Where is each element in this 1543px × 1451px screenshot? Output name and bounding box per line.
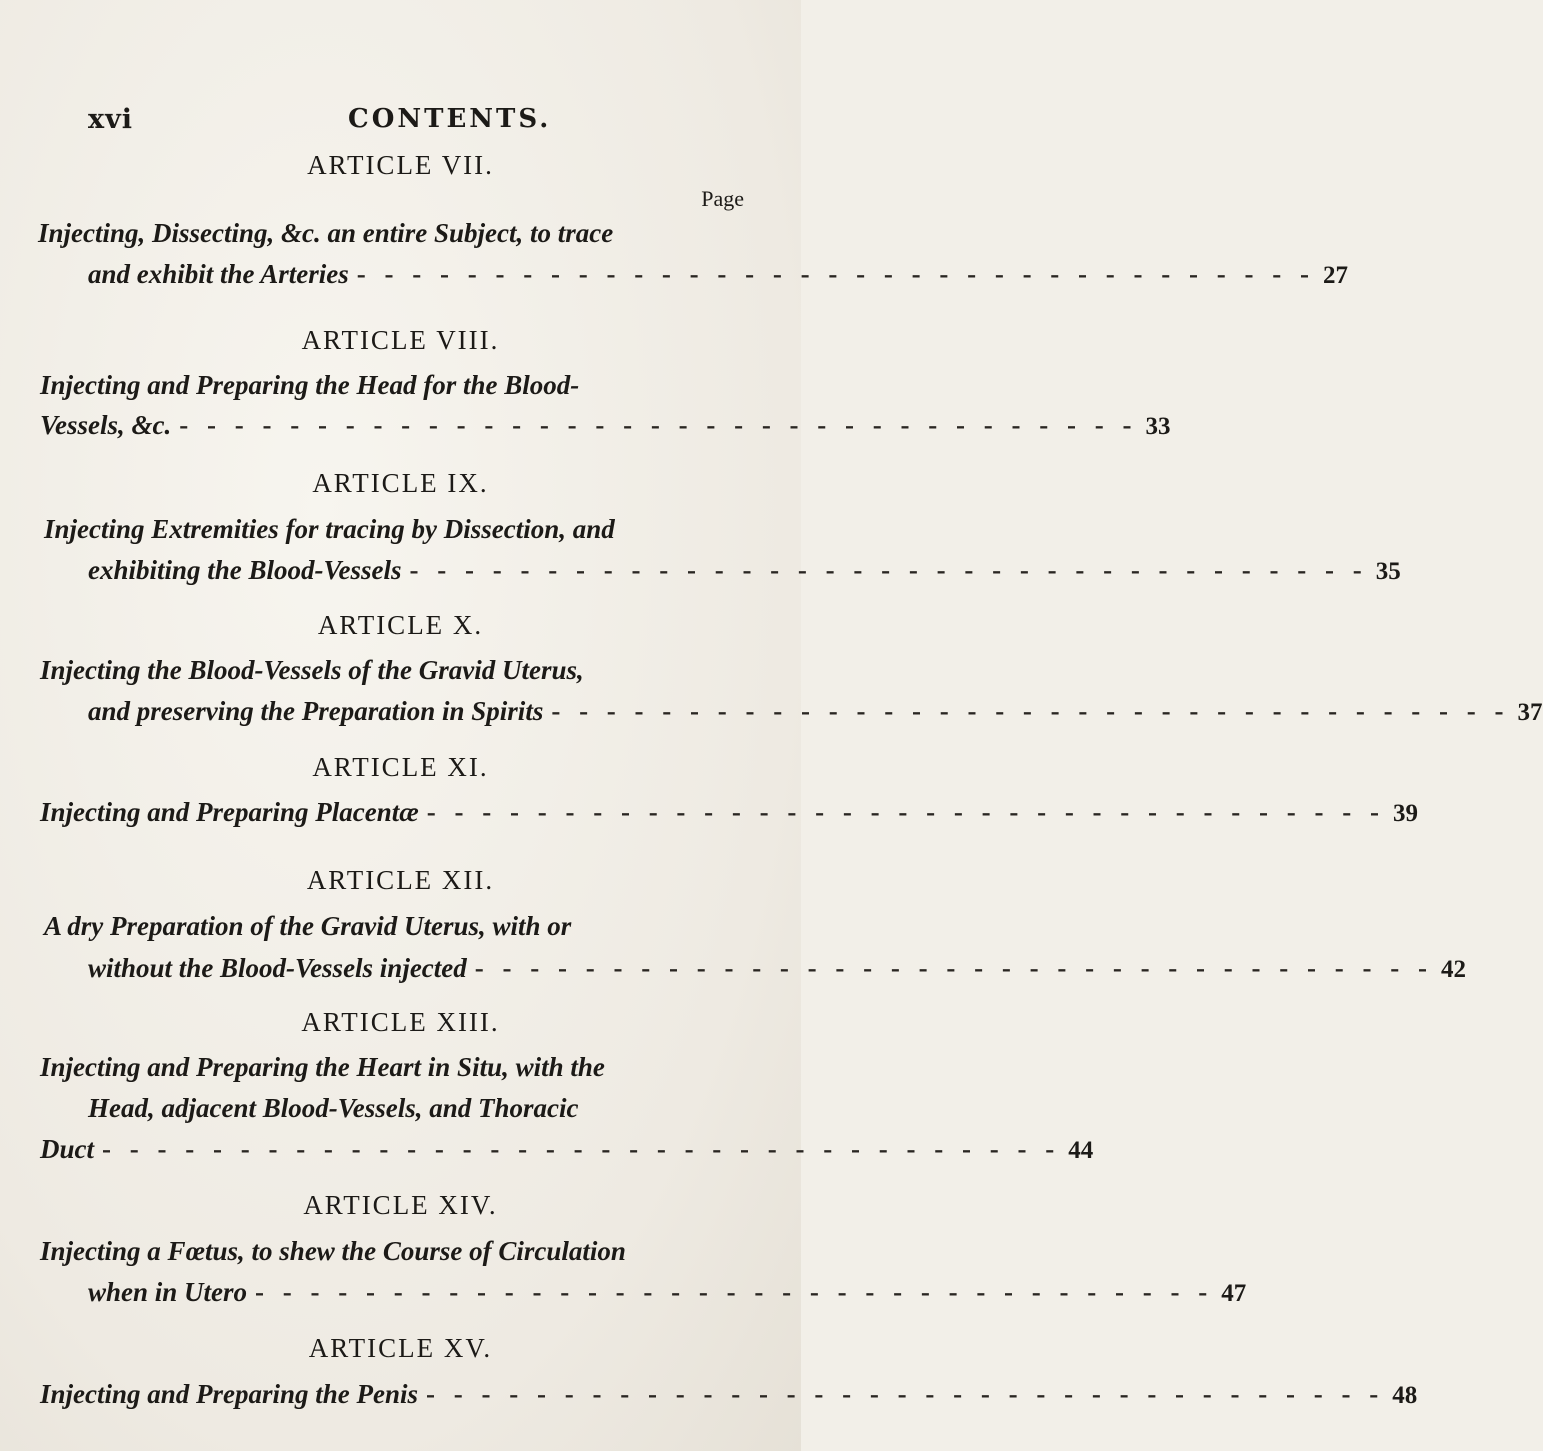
dot-leader: - - - - - - - - - - - - - - - - - - - - - - - - - - - - - - - - - - - (255, 1277, 1214, 1307)
entry-last-line: and preserving the Preparation in Spirits (88, 696, 544, 726)
entry-line: Injecting a Fœtus, to shew the Course of Circulation (40, 1236, 626, 1266)
entry-page: 27 (1322, 262, 1348, 289)
entry-page: 47 (1221, 1280, 1247, 1307)
toc-entry[interactable] (40, 1379, 1418, 1410)
toc-entry[interactable] (88, 953, 1466, 984)
entry-page: 44 (1068, 1137, 1094, 1164)
article-heading: ARTICLE XV. (308, 1333, 493, 1363)
entry-line: Injecting and Preparing the Head for the Blood- (40, 370, 580, 400)
toc-entry[interactable] (88, 259, 1348, 290)
entry-line: Injecting the Blood-Vessels of the Gravid Uterus, (40, 655, 584, 685)
running-title: CONTENTS. (348, 104, 552, 134)
article-heading: ARTICLE XIII. (301, 1007, 500, 1037)
entry-page: 37 (1517, 699, 1543, 726)
entry-line: Injecting and Preparing the Heart in Situ, with the (40, 1052, 605, 1082)
page-number: xvi (88, 104, 134, 135)
article-heading: ARTICLE XIV. (303, 1190, 498, 1220)
article-heading: ARTICLE X. (317, 610, 484, 640)
entry-line: Injecting, Dissecting, &c. an entire Subject, to trace (38, 218, 614, 248)
entry-page: 35 (1375, 558, 1401, 585)
dot-leader: - - - - - - - - - - - - - - - - - - - - - - - - - - - - - - - - - - - (179, 410, 1138, 440)
dot-leader: - - - - - - - - - - - - - - - - - - - - - - - - - - - - - - - - - - - (426, 1379, 1385, 1409)
dot-leader: - - - - - - - - - - - - - - - - - - - - - - - - - - - - - - - - - - - (426, 797, 1385, 827)
dot-leader: - - - - - - - - - - - - - - - - - - - - - - - - - - - - - - - - - - - (551, 696, 1510, 726)
entry-page: 39 (1392, 800, 1418, 827)
dot-leader: - - - - - - - - - - - - - - - - - - - - - - - - - - - - - - - - - - - (356, 259, 1315, 289)
toc-entry[interactable] (40, 797, 1418, 828)
page-column-label: Page (701, 186, 744, 211)
entry-page: 48 (1392, 1382, 1418, 1409)
entry-page: 33 (1145, 413, 1171, 440)
article-heading: ARTICLE VIII. (301, 325, 500, 355)
article-heading: ARTICLE VII. (307, 150, 494, 180)
toc-entry[interactable] (40, 410, 1171, 441)
toc-entry[interactable] (88, 555, 1401, 586)
entry-line: A dry Preparation of the Gravid Uterus, with or (44, 911, 572, 941)
entry-last-line: Duct (40, 1134, 94, 1164)
entry-last-line: when in Utero (88, 1277, 248, 1307)
entry-last-line: without the Blood-Vessels injected (88, 953, 467, 983)
article-heading: ARTICLE IX. (312, 468, 489, 498)
article-heading: ARTICLE XI. (312, 752, 489, 782)
entry-page: 42 (1440, 956, 1466, 983)
toc-entry[interactable] (40, 1134, 1094, 1165)
dot-leader: - - - - - - - - - - - - - - - - - - - - - - - - - - - - - - - - - - - (409, 555, 1368, 585)
entry-last-line: Injecting and Preparing Placentæ (40, 797, 419, 827)
entry-last-line: exhibiting the Blood-Vessels (88, 555, 402, 585)
entry-line: Injecting Extremities for tracing by Dissection, and (44, 514, 615, 544)
dot-leader: - - - - - - - - - - - - - - - - - - - - - - - - - - - - - - - - - - - (102, 1134, 1061, 1164)
toc-entry[interactable] (88, 696, 1543, 727)
article-heading: ARTICLE XII. (306, 865, 495, 895)
dot-leader: - - - - - - - - - - - - - - - - - - - - - - - - - - - - - - - - - - - (474, 953, 1433, 983)
entry-last-line: Injecting and Preparing the Penis (40, 1379, 419, 1409)
toc-entry[interactable] (88, 1277, 1247, 1308)
entry-last-line: and exhibit the Arteries (88, 259, 349, 289)
entry-last-line: Vessels, &c. (40, 410, 172, 440)
entry-line: Head, adjacent Blood-Vessels, and Thoracic (88, 1093, 579, 1123)
